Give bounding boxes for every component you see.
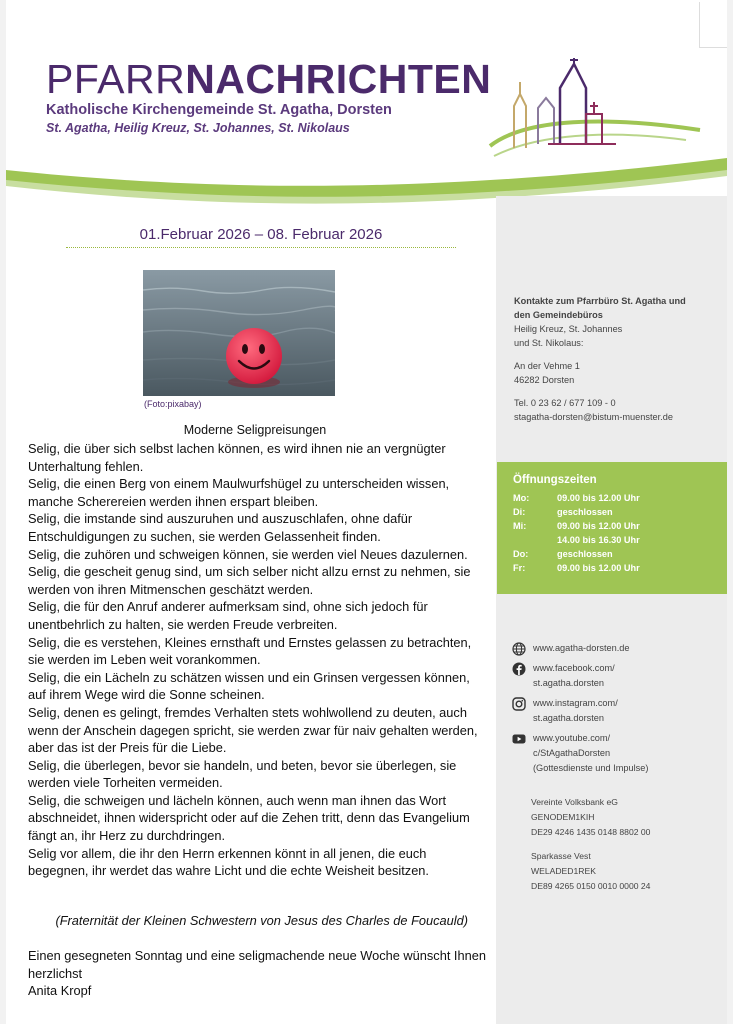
bank-iban: DE29 4246 1435 0148 8802 00 <box>531 827 651 837</box>
parish-name: Katholische Kirchengemeinde St. Agatha, Dorsten <box>46 102 392 118</box>
bank-iban: DE89 4265 0150 0010 0000 24 <box>531 881 651 891</box>
website-url: www.agatha-dorsten.de <box>533 643 630 653</box>
hours-time: 09.00 bis 12.00 Uhr <box>557 563 640 573</box>
youtube-link[interactable] <box>512 731 724 776</box>
hours-row <box>513 505 727 519</box>
hours-day: Fr: <box>513 563 526 573</box>
globe-icon <box>512 642 526 656</box>
beatitude-paragraph: Selig, die über sich selbst lachen können, es wird ihnen nie an vergnügter Unterhaltung fehlen. <box>28 441 446 474</box>
parish-churches: St. Agatha, Heilig Kreuz, St. Johannes, St. Nikolaus <box>46 121 350 135</box>
instagram-url-line: st.agatha.dorsten <box>533 713 604 723</box>
facebook-url-line: www.facebook.com/ <box>533 663 615 673</box>
article-body <box>28 440 488 880</box>
hours-row <box>513 547 727 561</box>
contact-heading-line: den Gemeindebüros <box>514 310 603 320</box>
hours-time: geschlossen <box>557 507 613 517</box>
youtube-url-line: c/StAgathaDorsten <box>533 748 611 758</box>
closing-greeting: Einen gesegneten Sonntag und eine seligmachende neue Woche wünscht Ihnen herzlichst <box>28 948 486 981</box>
beatitude-paragraph: Selig, die einen Berg von einem Maulwurfshügel zu unterscheiden wissen, manche Scherereien werden ihnen erspart bleiben. <box>28 476 450 509</box>
page-corner <box>699 2 727 48</box>
contact-block <box>514 294 724 424</box>
contact-phone: Tel. 0 23 62 / 677 109 - 0 <box>514 398 616 408</box>
balloon-photo <box>143 270 335 396</box>
date-range: 01.Februar 2026 – 08. Februar 2026 <box>66 226 456 248</box>
hours-day: Mi: <box>513 521 527 531</box>
facebook-link[interactable] <box>512 661 724 691</box>
beatitude-paragraph: Selig, denen es gelingt, fremdes Verhalten stets wohlwollend zu deuten, auch wenn der Anschein dagegen spricht, sie werden zwar für naiv gehalten werden, aber das ist der Preis für die Liebe. <box>28 704 478 756</box>
opening-hours <box>497 462 727 594</box>
beatitude-paragraph: Selig, die überlegen, bevor sie handeln, und beten, bevor sie überlegen, sie werden viele Torheiten vermeiden. <box>28 757 457 791</box>
hours-row <box>513 519 727 533</box>
youtube-url-line: www.youtube.com/ <box>533 733 611 743</box>
hours-time: 14.00 bis 16.30 Uhr <box>557 535 640 545</box>
bank-bic: WELADED1REK <box>531 866 596 876</box>
facebook-url-line: st.agatha.dorsten <box>533 678 604 688</box>
photo-credit: (Foto:pixabay) <box>144 399 202 409</box>
hours-day: Mo: <box>513 493 530 503</box>
hours-day <box>513 533 557 547</box>
youtube-url-line: (Gottesdienste und Impulse) <box>533 763 649 773</box>
bank-name: Sparkasse Vest <box>531 851 591 861</box>
bank-details <box>531 795 721 894</box>
beatitude-paragraph: Selig, die gescheit genug sind, um sich selber nicht allzu ernst zu nehmen, sie werden von ihren Mitmenschen geschätzt werden. <box>28 564 471 597</box>
opening-hours-title: Öffnungszeiten <box>513 474 597 486</box>
masthead-title <box>46 56 506 102</box>
masthead-title-bold: NACHRICHTEN <box>185 56 492 102</box>
closing <box>28 947 488 1000</box>
hours-row <box>513 491 727 505</box>
beatitude-paragraph: Selig, die schweigen und lächeln können, auch wenn man ihnen das Wort abschneidet, ihnen widerspricht oder auf die Zehen tritt, denn das Evangelium fängt an, ihr Herz zu durchdringen. <box>28 792 470 844</box>
masthead <box>46 56 506 135</box>
masthead-title-light: PFARR <box>46 56 186 102</box>
instagram-icon <box>512 697 526 711</box>
hours-time: 09.00 bis 12.00 Uhr <box>557 493 640 503</box>
contact-sub-line: und St. Nikolaus: <box>514 338 584 348</box>
instagram-link[interactable] <box>512 696 724 726</box>
contact-city: 46282 Dorsten <box>514 375 575 385</box>
hours-row <box>513 533 727 547</box>
beatitude-paragraph: Selig, die imstande sind auszuruhen und auszuschlafen, ohne dafür Entschuldigungen zu suchen, sie werden Gelassenheit finden. <box>28 511 413 544</box>
beatitude-paragraph: Selig, die ein Lächeln zu schätzen wissen und ein Grinsen vergessen können, auf ihrem Wege wird die Sonne scheinen. <box>28 669 470 703</box>
article-title: Moderne Seligpreisungen <box>183 423 327 437</box>
beatitude-paragraph: Selig vor allem, die ihr den Herrn erkennen könnt in all jenen, die euch begegnen, ihr werdet das wahre Licht und die echte Weisheit besitzen. <box>28 845 429 879</box>
closing-author: Anita Kropf <box>28 983 92 999</box>
beatitude-paragraph: Selig, die es verstehen, Kleines ernsthaft und Ernstes gelassen zu betrachten, sie werden im Leben weit vorankommen. <box>28 634 472 668</box>
hours-day: Do: <box>513 549 529 559</box>
youtube-icon <box>512 732 526 746</box>
contact-sub-line: Heilig Kreuz, St. Johannes <box>514 324 623 334</box>
hours-time: 09.00 bis 12.00 Uhr <box>557 521 640 531</box>
beatitude-paragraph: Selig, die für den Anruf anderer aufmerksam sind, ohne sich jedoch für unentbehrlich zu halten, sie werden Freude verbreiten. <box>28 599 428 632</box>
contact-street: An der Vehme 1 <box>514 361 580 371</box>
article-source: (Fraternität der Kleinen Schwestern von Jesus des Charles de Foucauld) <box>55 913 468 928</box>
hours-row <box>513 561 727 575</box>
website-link[interactable] <box>512 641 724 656</box>
facebook-icon <box>512 662 526 676</box>
social-links <box>512 641 724 781</box>
hours-day: Di: <box>513 507 526 517</box>
instagram-url-line: www.instagram.com/ <box>533 698 618 708</box>
contact-email: stagatha-dorsten@bistum-muenster.de <box>514 412 673 422</box>
beatitude-paragraph: Selig, die zuhören und schweigen können, sie werden viel Neues dazulernen. <box>28 546 468 562</box>
contact-heading-line: Kontakte zum Pfarrbüro St. Agatha und <box>514 296 686 306</box>
bank-name: Vereinte Volksbank eG <box>531 797 618 807</box>
hours-time: geschlossen <box>557 549 613 559</box>
bank-bic: GENODEM1KIH <box>531 812 595 822</box>
